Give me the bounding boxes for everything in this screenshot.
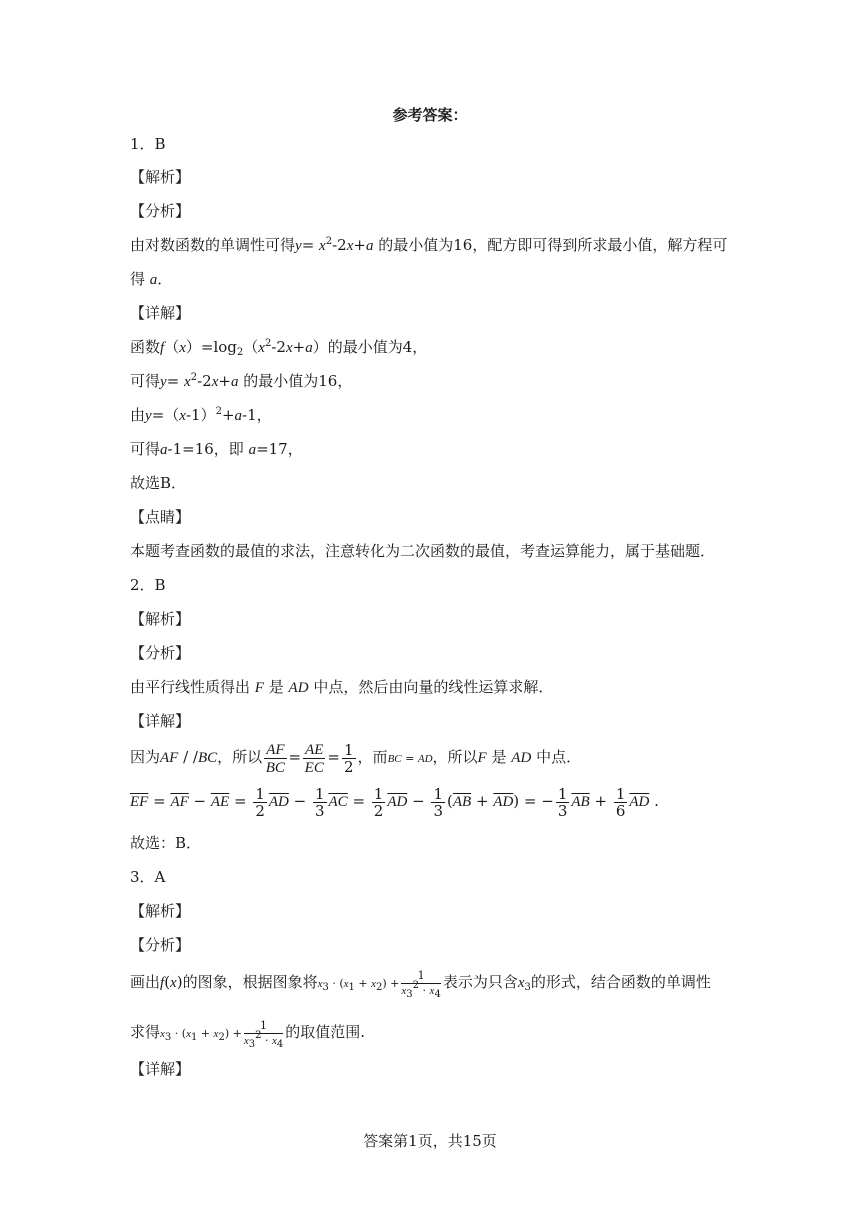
q1-number: 1．B	[130, 135, 166, 153]
q1-detail-line2: 可得$y= x^2-2x+a$ 的最小值为16，	[130, 372, 353, 390]
q2-fenxi-label: 【分析】	[130, 644, 191, 662]
q2-vector-equation: $\overline{EF} = \overline{AF} - \overline{AE}$ = $\frac{1}{2}$ $\overline{AD}$ − $\frac{1}{3}$ $\overline{AC}$ = $\frac{1}{2}$ $\overline{AD}$ − $\frac{1}{3}$ $(\overline{AB} + \overline{AD})$ = − $\frac{1}{3}$ $\overline{AB}$ + $\frac{1}{6}$ $\overline{AD}$ .	[130, 784, 659, 820]
page-footer: 答案第1页，共15页	[363, 1132, 497, 1150]
q1-fenxi-label: 【分析】	[130, 202, 191, 220]
q1-jiexi-label: 【解析】	[130, 168, 191, 186]
q3-analysis-line1: 画出f(x)的图象，根据图象将$x_3 \cdot (x_1 + x_2)$ + $\frac{1}{x_3^2 \cdot x_4}$ 表示为只含$x_3$的形式，结合函数的单调性	[130, 968, 711, 1000]
page-title: 参考答案：	[392, 106, 468, 124]
q1-detail-line4: 可得a-1=16，即 a=17，	[130, 440, 303, 458]
q2-number: 2．B	[130, 576, 166, 594]
q2-detail-line1: 因为AF / /BC，所以 $\frac{AF}{BC}$ = $\frac{AE}{EC}$ = $\frac{1}{2}$ ，而BC = AD，所以F 是 AD 中点．	[130, 740, 582, 776]
q2-xiangjie-label: 【详解】	[130, 712, 191, 730]
q1-analysis-line2: 得 a．	[130, 270, 173, 288]
q3-number: 3．A	[130, 868, 166, 886]
q2-conclusion: 故选：B．	[130, 834, 202, 852]
q1-dianjing-label: 【点睛】	[130, 508, 191, 526]
q3-analysis-line2: 求得$x_3 \cdot (x_1 + x_2)$ + $\frac{1}{x_3^2 \cdot x_4}$ 的取值范围.	[130, 1018, 366, 1050]
q3-fenxi-label: 【分析】	[130, 936, 191, 954]
q2-analysis: 由平行线性质得出 F 是 AD 中点，然后由向量的线性运算求解．	[130, 678, 554, 696]
q1-comment: 本题考查函数的最值的求法，注意转化为二次函数的最值，考查运算能力，属于基础题．	[130, 542, 716, 560]
q1-detail-line3: 由$y=(x-1)^2+a-1$，	[130, 406, 272, 424]
q3-jiexi-label: 【解析】	[130, 902, 191, 920]
q2-jiexi-label: 【解析】	[130, 610, 191, 628]
q3-xiangjie-label: 【详解】	[130, 1060, 191, 1078]
q1-detail-line1: 函数$f(x)=\log_2(x^2-2x+a)$的最小值为4，	[130, 338, 428, 358]
q1-analysis-line1: 由对数函数的单调性可得$y= x^2-2x+a$ 的最小值为16，配方即可得到所求最小值，解方程可	[130, 236, 728, 254]
q1-detail-line5: 故选B．	[130, 474, 187, 492]
q1-xiangjie-label: 【详解】	[130, 304, 191, 322]
